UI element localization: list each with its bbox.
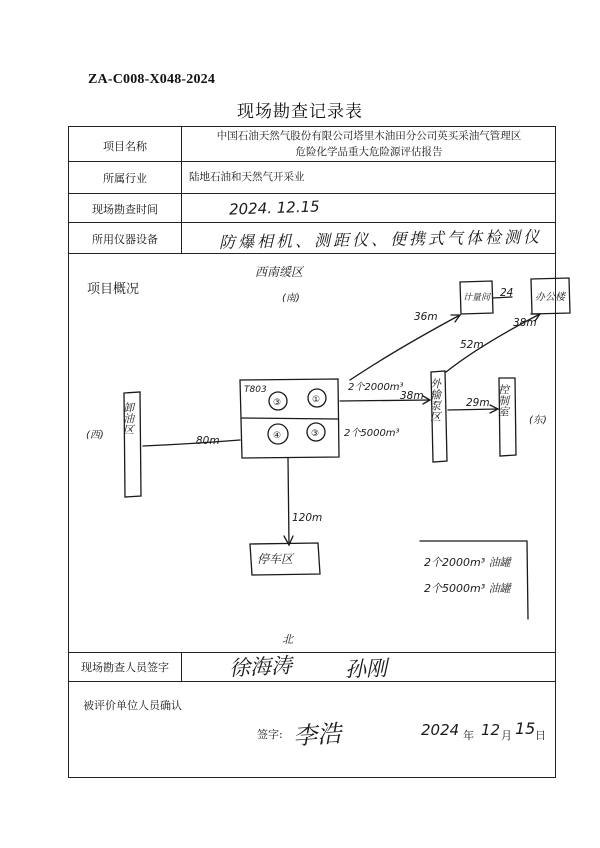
control-room-label: 控制室 <box>496 384 510 417</box>
legend-line-1: 2个2000m³ 油罐 <box>424 556 511 569</box>
project-name-value-line2: 危险化学品重大危险源评估报告 <box>295 146 443 158</box>
tank-number: ③ <box>273 398 282 408</box>
instruments-handwritten: 防爆相机、测距仪、便携式气体检测仪 <box>218 227 543 252</box>
distance-label: 24 <box>500 287 514 299</box>
distance-label: 36m <box>414 311 438 323</box>
confirm-label: 被评价单位人员确认 <box>83 699 182 712</box>
tank-number: ④ <box>273 431 282 441</box>
south-direction: (南) <box>282 293 300 304</box>
distance-label: 29m <box>466 397 490 409</box>
west-direction: (西) <box>86 430 104 441</box>
month-char: 月 <box>501 729 512 742</box>
project-name-label: 项目名称 <box>103 140 147 153</box>
confirm-signature: 李浩 <box>292 719 343 751</box>
metering-label: 计量间 <box>463 293 491 303</box>
legend-box-edge <box>420 541 528 619</box>
tank-area-divider <box>241 418 338 419</box>
tank-number: ① <box>312 395 321 405</box>
project-name-value-line1: 中国石油天然气股份有限公司塔里木油田分公司英买采油气管理区 <box>216 130 522 142</box>
distance-label: 38m <box>513 317 537 329</box>
distance-label: 80m <box>196 435 220 447</box>
distance-label: 120m <box>292 512 323 524</box>
date-day-handwritten: 15 <box>515 719 536 738</box>
tank-number: ③ <box>311 429 320 439</box>
outer-pump-area-label: 外输泵区 <box>428 378 442 422</box>
distance-label: 52m <box>460 339 484 351</box>
connector-line <box>350 315 460 380</box>
east-direction: (东) <box>529 415 547 426</box>
document-title: 现场勘查记录表 <box>237 102 363 122</box>
legend-line-2: 2个5000m³ 油罐 <box>424 582 511 595</box>
distance-label: 38m <box>400 390 424 402</box>
overview-label: 项目概况 <box>87 282 140 297</box>
date-year-handwritten: 2024 <box>421 721 460 739</box>
day-char: 日 <box>535 729 546 742</box>
connector-line <box>288 458 289 545</box>
instruments-label: 所用仪器设备 <box>92 233 158 246</box>
connector-line <box>448 409 498 410</box>
date-month-handwritten: 12 <box>481 721 501 739</box>
unload-area-label: 卸油区 <box>121 402 135 435</box>
parking-label: 停车区 <box>257 552 294 566</box>
north-direction: 北 <box>282 633 293 646</box>
survey-time-handwritten: 2024. 12.15 <box>228 197 320 219</box>
tank-capacity-label: 2个2000m³ <box>348 382 404 393</box>
surveyor-signature-2: 孙刚 <box>344 656 388 682</box>
survey-time-label: 现场勘查时间 <box>92 203 158 216</box>
surveyor-signature-1: 徐海涛 <box>228 653 293 681</box>
sign-label: 签字: <box>257 728 283 741</box>
surveyors-label: 现场勘查人员签字 <box>81 661 169 674</box>
year-char: 年 <box>463 729 474 742</box>
south-area-label: 西南缓区 <box>255 265 304 279</box>
connector-line <box>143 440 240 446</box>
industry-label: 所属行业 <box>103 172 147 185</box>
industry-value: 陆地石油和天然气开采业 <box>189 171 305 183</box>
office-label: 办公楼 <box>535 292 565 303</box>
tank-area-code: T803 <box>244 385 267 395</box>
tank-capacity-label: 2个5000m³ <box>344 428 400 439</box>
document-code: ZA-C008-X048-2024 <box>88 72 216 87</box>
